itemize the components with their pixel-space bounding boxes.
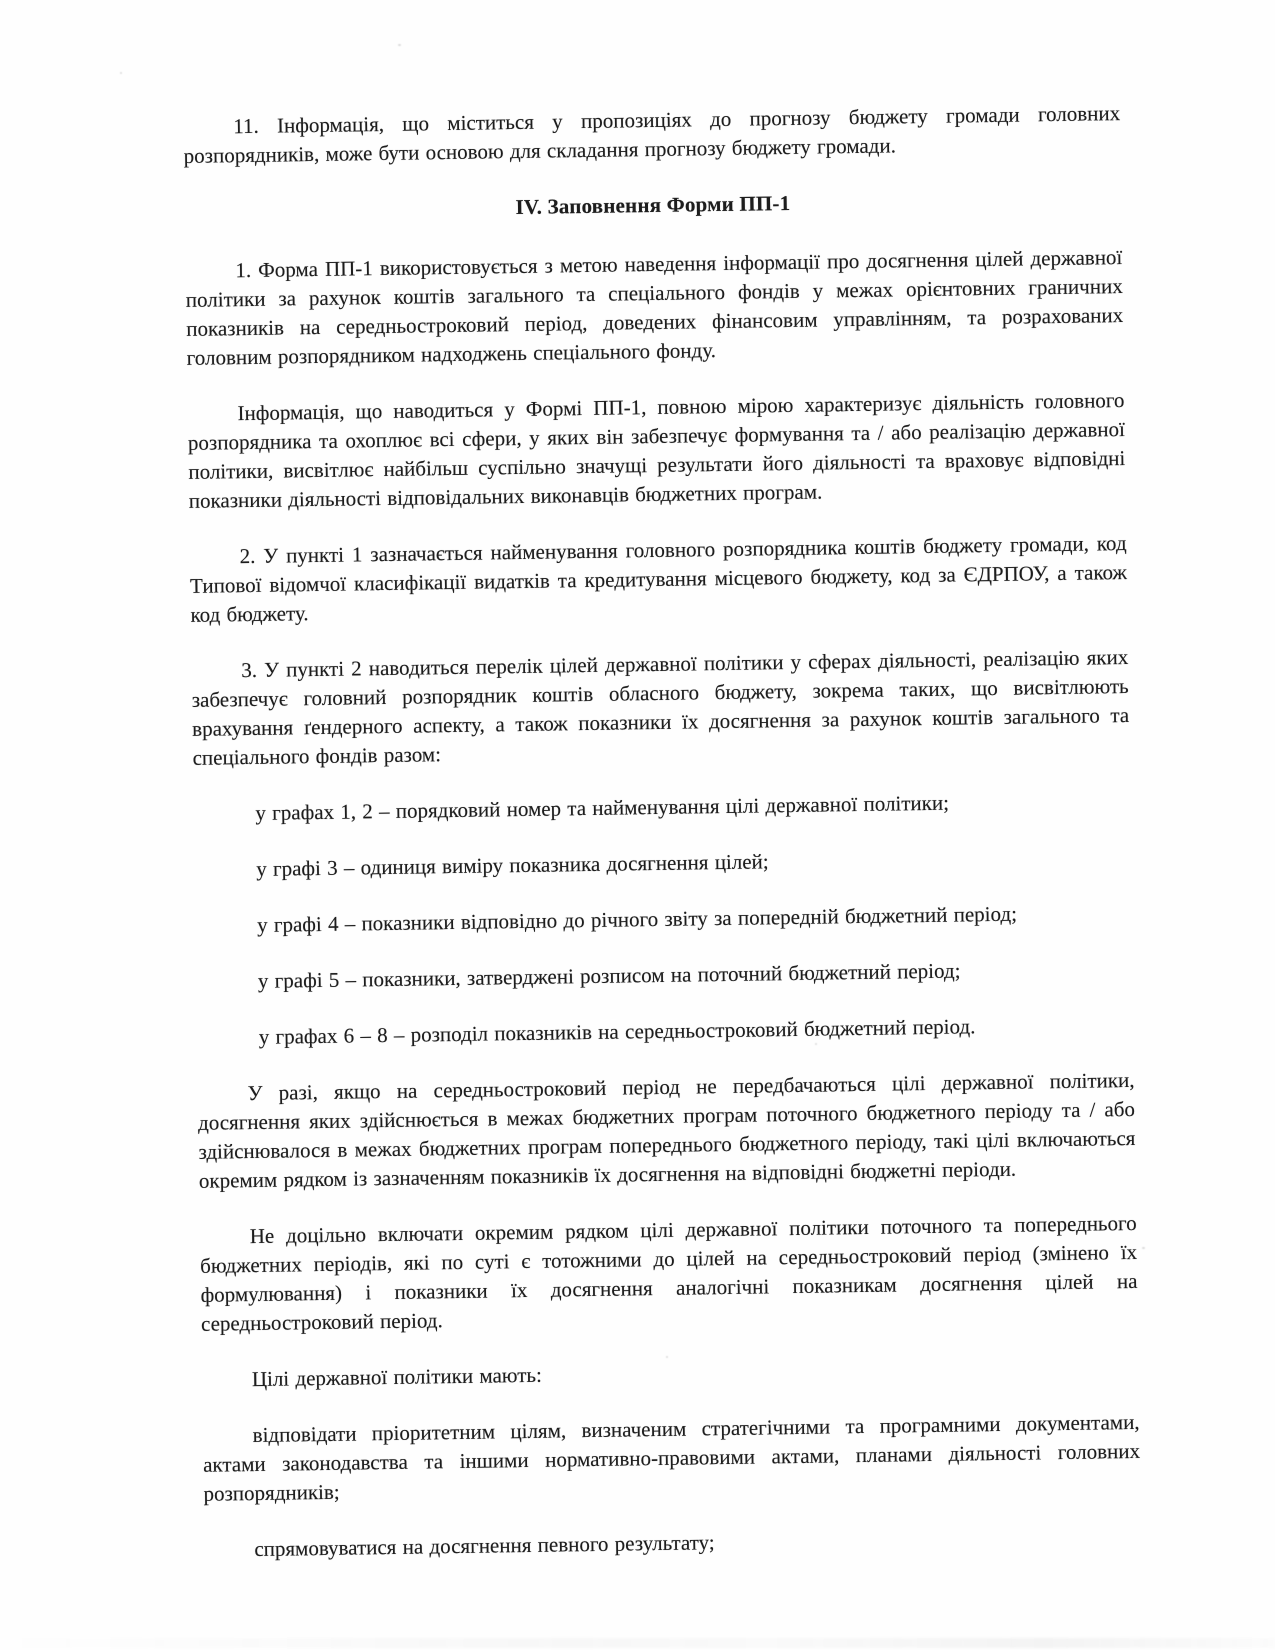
paragraph-11-forecast-info: 11. Інформація, що міститься у пропозиціях до прогнозу бюджету громади головних розпорядників, може бути основою для складання прогнозу бюджету громади. [183,101,1121,168]
paragraph-2-point-1-codes: 2. У пункті 1 зазначається найменування головного розпорядника коштів бюджету громади, код Типової відомчої класифікації видатків та кредитування місцевого бюджету, код за ЄДРПОУ, а також код бюджету. [189,531,1128,627]
paragraph-form-info-scope: Інформація, що наводиться у Формі ПП-1, повною мірою характеризує діяльність головного розпорядника та охоплює всі сфери, у яких він забезпечує формування та / або реалізацію державної політики, висвітлює найбільш суспільно значущі результати його діяльності та враховує відповідні показники діяльності відповідальних виконавців бюджетних програм. [187,388,1126,513]
scan-speck [1142,1247,1145,1249]
section-heading-form-pp1: IV. Заповнення Форми ПП-1 [515,190,791,220]
paragraph-1-form-purpose: 1. Форма ПП-1 використовується з метою наведення інформації про досягнення цілей державної політики за рахунок коштів загального та спеціального фондів у межах орієнтовних граничних показників на середньостроковий період, доведених фінансовим управлінням, та розрахованих головним розпорядником надходжень спеціального фонду. [185,245,1124,370]
scanner-edge-smudge [0,1638,1275,1648]
scan-speck [398,44,401,46]
paragraph-goals-must-intro: Цілі державної політики мають: [251,1362,542,1392]
paragraph-goals-result-oriented: спрямовуватися на досягнення певного результату; [254,1530,715,1562]
paragraph-not-expedient: Не доцільно включати окремим рядком цілі державної політики поточного та попереднього бюджетних періодів, які по суті є тотожними до цілей на середньостроковий період (змінено їх формулювання) і показники їх досягнення аналогічні показникам досягнення цілей на середньостроковий період. [199,1210,1138,1336]
list-item-column-5: у графі 5 – показники, затверджені розписом на поточний бюджетний період; [257,958,961,993]
scan-speck [120,72,122,74]
scan-speck [666,1356,668,1358]
scan-speck [815,1043,817,1045]
paragraph-goals-priority-alignment: відповідати пріоритетним цілям, визначеним стратегічними та програмними документами, актами законодавства та іншими нормативно-правовими актами, планами діяльності головних розпорядників; [202,1409,1141,1506]
list-item-columns-6-8: у графах 6 – 8 – розподіл показників на середньостроковий бюджетний період. [258,1014,976,1049]
list-item-column-3: у графі 3 – одиниця виміру показника досягнення цілей; [256,849,769,881]
paragraph-3-point-2-goals: 3. У пункті 2 наводиться перелік цілей державної політики у сферах діяльності, реалізацію яких забезпечує головний розпорядник коштів обласного бюджету, зокрема таких, що висвітлюють врахування ґендерного аспекту, а також показники їх досягнення за рахунок коштів загального та спеціального фондів разом: [191,644,1130,770]
list-item-columns-1-2: у графах 1, 2 – порядковий номер та найменування цілі державної політики; [255,790,950,825]
document-content [183,99,1142,1592]
list-item-column-4: у графі 4 – показники відповідно до річного звіту за попередній бюджетний період; [256,901,1018,937]
paragraph-medium-term-exception: У разі, якщо на середньостроковий період не передбачаються цілі державної політики, досягнення яких здійснюється в межах бюджетних програм поточного бюджетного періоду та / або здійснювалося в межах бюджетних програм попереднього бюджетного періоду, такі цілі включаються окремим рядком із зазначенням показників їх досягнення на відповідні бюджетні періоди. [197,1067,1136,1193]
